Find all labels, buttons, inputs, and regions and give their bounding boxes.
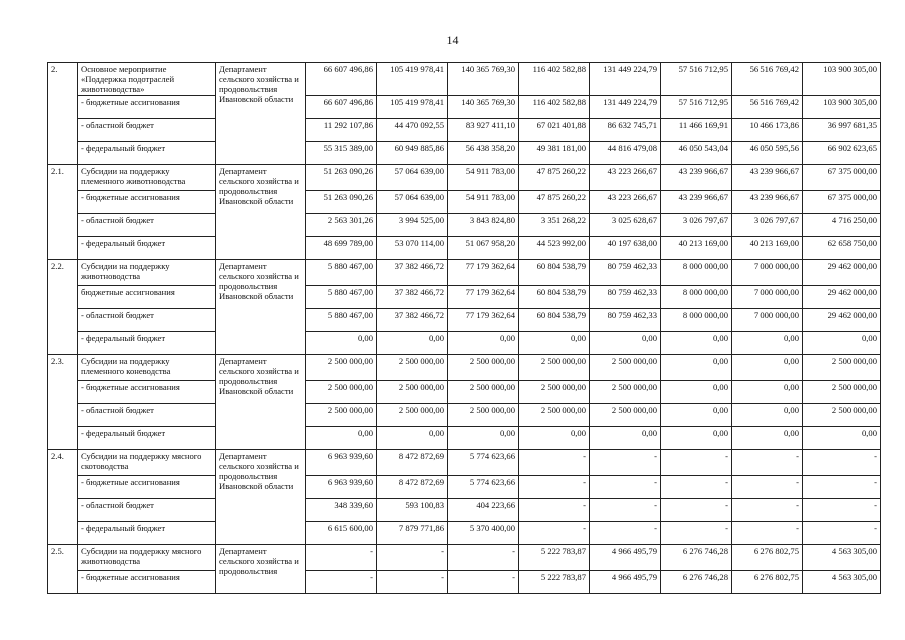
amount-cell: 8 000 000,00 [661,286,732,309]
amount-cell: 6 615 600,00 [306,522,377,545]
amount-cell: 60 804 538,79 [519,309,590,332]
section-header-row [48,450,881,476]
budget-row [48,404,881,427]
section-number: 2.4. [48,450,78,545]
amount-cell: 2 563 301,26 [306,214,377,237]
amount-cell: 43 239 966,67 [661,165,732,191]
amount-cell: 37 382 466,72 [377,260,448,286]
budget-row [48,119,881,142]
amount-cell: 80 759 462,33 [590,309,661,332]
amount-cell: 0,00 [661,404,732,427]
amount-cell: 4 966 495,79 [590,545,661,571]
amount-cell: 83 927 411,10 [448,119,519,142]
amount-cell: 105 419 978,41 [377,96,448,119]
responsible-department: Департамент сельского хозяйства и продовольствия Ивановской области [216,63,306,165]
amount-cell: - [306,571,377,594]
amount-cell: 348 339,60 [306,499,377,522]
amount-cell: 6 963 939,60 [306,476,377,499]
amount-cell: 8 472 872,69 [377,450,448,476]
amount-cell: - [519,522,590,545]
amount-cell: 57 516 712,95 [661,63,732,96]
budget-row [48,309,881,332]
funding-source-label: - областной бюджет [78,404,216,427]
amount-cell: 2 500 000,00 [306,381,377,404]
amount-cell: 0,00 [732,332,803,355]
amount-cell: 0,00 [732,404,803,427]
amount-cell: 3 026 797,67 [732,214,803,237]
funding-source-label: - бюджетные ассигнования [78,381,216,404]
amount-cell: 2 500 000,00 [377,404,448,427]
funding-source-label: - областной бюджет [78,214,216,237]
amount-cell: 103 900 305,00 [803,63,881,96]
amount-cell: 4 563 305,00 [803,545,881,571]
amount-cell: 6 276 802,75 [732,545,803,571]
funding-source-label: - областной бюджет [78,119,216,142]
amount-cell: 0,00 [448,427,519,450]
amount-cell: 0,00 [519,332,590,355]
amount-cell: 57 064 639,00 [377,165,448,191]
amount-cell: 2 500 000,00 [519,381,590,404]
amount-cell: 40 213 169,00 [661,237,732,260]
amount-cell: 105 419 978,41 [377,63,448,96]
amount-cell: 0,00 [732,427,803,450]
responsible-department: Департамент сельского хозяйства и продовольствия Ивановской области [216,355,306,450]
section-header-row [48,165,881,191]
responsible-department: Департамент сельского хозяйства и продовольствия [216,545,306,594]
amount-cell: 0,00 [590,427,661,450]
amount-cell: 0,00 [732,355,803,381]
amount-cell: 0,00 [306,427,377,450]
amount-cell: 44 816 479,08 [590,142,661,165]
amount-cell: 47 875 260,22 [519,165,590,191]
amount-cell: - [803,499,881,522]
amount-cell: 5 880 467,00 [306,286,377,309]
amount-cell: 131 449 224,79 [590,63,661,96]
amount-cell: 3 843 824,80 [448,214,519,237]
responsible-department: Департамент сельского хозяйства и продовольствия Ивановской области [216,165,306,260]
amount-cell: 5 774 623,66 [448,450,519,476]
section-header-row [48,355,881,381]
amount-cell: 86 632 745,71 [590,119,661,142]
budget-row [48,332,881,355]
budget-row [48,476,881,499]
amount-cell: 43 223 266,67 [590,191,661,214]
amount-cell: 6 276 802,75 [732,571,803,594]
funding-source-label: - бюджетные ассигнования [78,191,216,214]
amount-cell: 6 963 939,60 [306,450,377,476]
responsible-department: Департамент сельского хозяйства и продовольствия Ивановской области [216,450,306,545]
amount-cell: 80 759 462,33 [590,260,661,286]
budget-row [48,237,881,260]
funding-source-label: - бюджетные ассигнования [78,476,216,499]
funding-source-label: - бюджетные ассигнования [78,96,216,119]
amount-cell: 43 239 966,67 [732,165,803,191]
amount-cell: 8 472 872,69 [377,476,448,499]
amount-cell: 40 197 638,00 [590,237,661,260]
amount-cell: 77 179 362,64 [448,309,519,332]
amount-cell: 47 875 260,22 [519,191,590,214]
amount-cell: 43 239 966,67 [661,191,732,214]
amount-cell: 48 699 789,00 [306,237,377,260]
amount-cell: - [803,522,881,545]
amount-cell: 67 021 401,88 [519,119,590,142]
budget-table [47,62,881,594]
amount-cell: - [519,450,590,476]
amount-cell: 7 000 000,00 [732,309,803,332]
amount-cell: 51 067 958,20 [448,237,519,260]
amount-cell: 4 563 305,00 [803,571,881,594]
funding-source-label: - федеральный бюджет [78,332,216,355]
amount-cell: 67 375 000,00 [803,165,881,191]
amount-cell: 29 462 000,00 [803,286,881,309]
measure-title: Субсидии на поддержку племенного животноводства [78,165,216,191]
amount-cell: 0,00 [803,332,881,355]
amount-cell: 0,00 [661,355,732,381]
amount-cell: 0,00 [377,332,448,355]
amount-cell: 49 381 181,00 [519,142,590,165]
budget-row [48,571,881,594]
amount-cell: 116 402 582,88 [519,96,590,119]
amount-cell: - [377,571,448,594]
amount-cell: - [306,545,377,571]
amount-cell: 57 516 712,95 [661,96,732,119]
amount-cell: 2 500 000,00 [803,355,881,381]
amount-cell: 43 223 266,67 [590,165,661,191]
amount-cell: 60 804 538,79 [519,286,590,309]
amount-cell: 44 523 992,00 [519,237,590,260]
amount-cell: 56 516 769,42 [732,63,803,96]
amount-cell: 2 500 000,00 [448,381,519,404]
amount-cell: 62 658 750,00 [803,237,881,260]
funding-source-label: - федеральный бюджет [78,237,216,260]
amount-cell: 60 804 538,79 [519,260,590,286]
amount-cell: - [661,450,732,476]
measure-title: Субсидии на поддержку животноводства [78,260,216,286]
amount-cell: 67 375 000,00 [803,191,881,214]
section-number: 2. [48,63,78,165]
budget-row [48,142,881,165]
amount-cell: 6 276 746,28 [661,545,732,571]
amount-cell: 0,00 [306,332,377,355]
amount-cell: - [519,499,590,522]
amount-cell: 2 500 000,00 [590,404,661,427]
amount-cell: 37 382 466,72 [377,286,448,309]
amount-cell: - [519,476,590,499]
amount-cell: 2 500 000,00 [519,404,590,427]
budget-row [48,381,881,404]
amount-cell: 7 000 000,00 [732,260,803,286]
amount-cell: 5 880 467,00 [306,260,377,286]
amount-cell: 0,00 [448,332,519,355]
amount-cell: 140 365 769,30 [448,63,519,96]
amount-cell: 0,00 [661,427,732,450]
amount-cell: - [732,499,803,522]
amount-cell: 5 222 783,87 [519,571,590,594]
amount-cell: 593 100,83 [377,499,448,522]
amount-cell: 2 500 000,00 [306,355,377,381]
amount-cell: 4 716 250,00 [803,214,881,237]
budget-row [48,499,881,522]
amount-cell: 66 902 623,65 [803,142,881,165]
amount-cell: 2 500 000,00 [448,355,519,381]
amount-cell: - [590,476,661,499]
amount-cell: 29 462 000,00 [803,309,881,332]
amount-cell: 29 462 000,00 [803,260,881,286]
amount-cell: - [661,476,732,499]
funding-source-label: - бюджетные ассигнования [78,571,216,594]
funding-source-label: - областной бюджет [78,309,216,332]
amount-cell: - [661,499,732,522]
responsible-department: Департамент сельского хозяйства и продовольствия Ивановской области [216,260,306,355]
amount-cell: 0,00 [732,381,803,404]
funding-source-label: - областной бюджет [78,499,216,522]
measure-title: Субсидии на поддержку племенного коневодства [78,355,216,381]
amount-cell: - [590,499,661,522]
amount-cell: - [803,476,881,499]
section-number: 2.3. [48,355,78,450]
budget-row [48,214,881,237]
measure-title: Основное мероприятие «Поддержка подотраслей животноводства» [78,63,216,96]
amount-cell: - [732,522,803,545]
amount-cell: - [803,450,881,476]
section-header-row [48,63,881,96]
amount-cell: 40 213 169,00 [732,237,803,260]
budget-row [48,286,881,309]
amount-cell: 2 500 000,00 [306,404,377,427]
amount-cell: - [590,522,661,545]
amount-cell: 66 607 496,86 [306,96,377,119]
amount-cell: 11 292 107,86 [306,119,377,142]
funding-source-label: бюджетные ассигнования [78,286,216,309]
amount-cell: 54 911 783,00 [448,165,519,191]
amount-cell: 404 223,66 [448,499,519,522]
funding-source-label: - федеральный бюджет [78,427,216,450]
amount-cell: 5 880 467,00 [306,309,377,332]
amount-cell: - [448,571,519,594]
amount-cell: 77 179 362,64 [448,286,519,309]
amount-cell: 10 466 173,86 [732,119,803,142]
amount-cell: 4 966 495,79 [590,571,661,594]
amount-cell: 140 365 769,30 [448,96,519,119]
amount-cell: 46 050 595,56 [732,142,803,165]
amount-cell: 3 026 797,67 [661,214,732,237]
amount-cell: 56 438 358,20 [448,142,519,165]
amount-cell: 2 500 000,00 [377,355,448,381]
amount-cell: 3 351 268,22 [519,214,590,237]
amount-cell: 0,00 [803,427,881,450]
section-number: 2.2. [48,260,78,355]
amount-cell: 37 382 466,72 [377,309,448,332]
amount-cell: 5 774 623,66 [448,476,519,499]
amount-cell: - [732,476,803,499]
amount-cell: 60 949 885,86 [377,142,448,165]
amount-cell: 54 911 783,00 [448,191,519,214]
amount-cell: 44 470 092,55 [377,119,448,142]
budget-row [48,522,881,545]
amount-cell: 5 370 400,00 [448,522,519,545]
amount-cell: 2 500 000,00 [590,355,661,381]
amount-cell: 5 222 783,87 [519,545,590,571]
amount-cell: - [732,450,803,476]
section-number: 2.1. [48,165,78,260]
budget-row [48,191,881,214]
amount-cell: 77 179 362,64 [448,260,519,286]
measure-title: Субсидии на поддержку мясного скотоводства [78,450,216,476]
amount-cell: 43 239 966,67 [732,191,803,214]
funding-source-label: - федеральный бюджет [78,142,216,165]
amount-cell: 56 516 769,42 [732,96,803,119]
amount-cell: 51 263 090,26 [306,191,377,214]
amount-cell: 7 879 771,86 [377,522,448,545]
section-number: 2.5. [48,545,78,594]
amount-cell: 51 263 090,26 [306,165,377,191]
page-number: 14 [446,33,459,47]
amount-cell: 57 064 639,00 [377,191,448,214]
amount-cell: 116 402 582,88 [519,63,590,96]
amount-cell: 46 050 543,04 [661,142,732,165]
amount-cell: 0,00 [661,381,732,404]
section-header-row [48,260,881,286]
budget-row [48,96,881,119]
amount-cell: 2 500 000,00 [803,381,881,404]
amount-cell: 2 500 000,00 [803,404,881,427]
amount-cell: - [448,545,519,571]
amount-cell: 8 000 000,00 [661,260,732,286]
amount-cell: 103 900 305,00 [803,96,881,119]
amount-cell: 36 997 681,35 [803,119,881,142]
amount-cell: 53 070 114,00 [377,237,448,260]
amount-cell: - [590,450,661,476]
amount-cell: 55 315 389,00 [306,142,377,165]
amount-cell: 66 607 496,86 [306,63,377,96]
budget-row [48,427,881,450]
funding-source-label: - федеральный бюджет [78,522,216,545]
amount-cell: - [377,545,448,571]
amount-cell: 131 449 224,79 [590,96,661,119]
amount-cell: 3 994 525,00 [377,214,448,237]
amount-cell: 8 000 000,00 [661,309,732,332]
amount-cell: 6 276 746,28 [661,571,732,594]
amount-cell: 0,00 [519,427,590,450]
amount-cell: 2 500 000,00 [519,355,590,381]
measure-title: Субсидии на поддержку мясного животноводства [78,545,216,571]
amount-cell: 2 500 000,00 [590,381,661,404]
amount-cell: 7 000 000,00 [732,286,803,309]
section-header-row [48,545,881,571]
amount-cell: - [661,522,732,545]
amount-cell: 0,00 [590,332,661,355]
amount-cell: 2 500 000,00 [448,404,519,427]
amount-cell: 0,00 [661,332,732,355]
amount-cell: 11 466 169,91 [661,119,732,142]
amount-cell: 80 759 462,33 [590,286,661,309]
amount-cell: 3 025 628,67 [590,214,661,237]
amount-cell: 0,00 [377,427,448,450]
amount-cell: 2 500 000,00 [377,381,448,404]
